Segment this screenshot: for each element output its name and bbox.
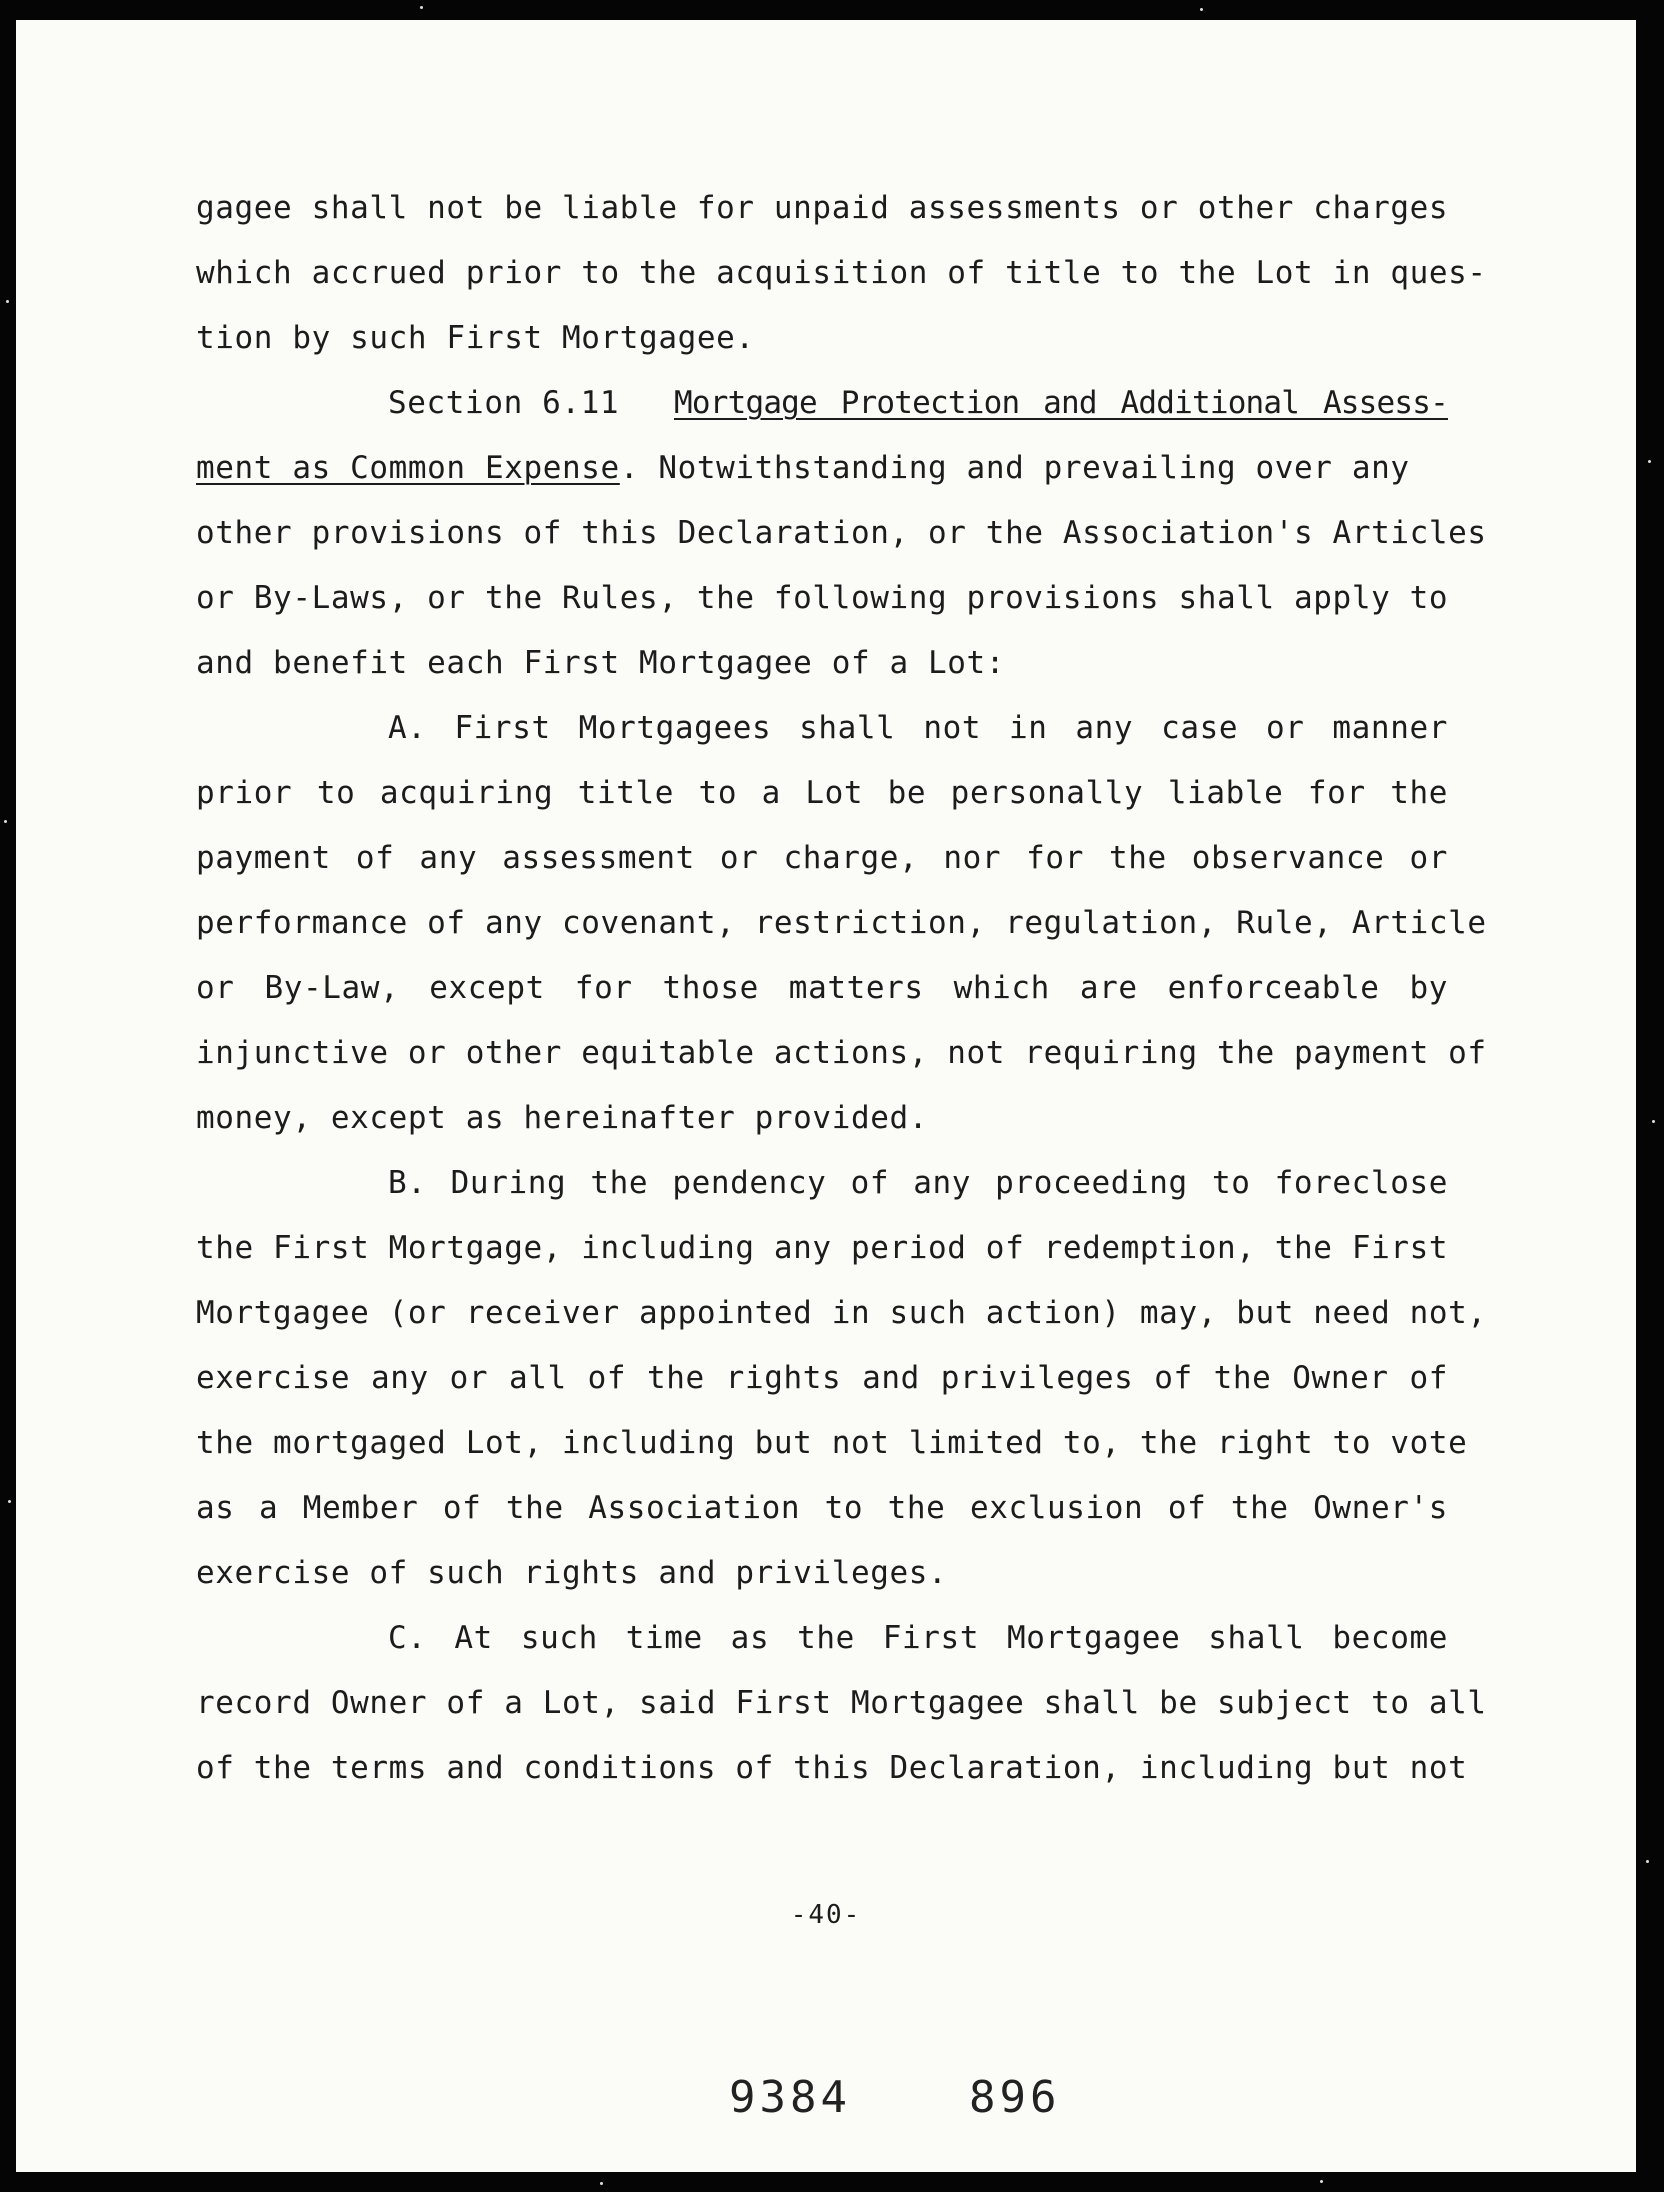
paragraph-b-line: the First Mortgage, including any period of redemption, the First bbox=[196, 1230, 1449, 1266]
paragraph-a-line: or By-Law, except for those matters which are enforceable by bbox=[196, 970, 1448, 1006]
document-page bbox=[16, 20, 1636, 2172]
document-number-right: 896 bbox=[969, 2072, 1061, 2123]
section-title-continued bbox=[196, 448, 1410, 488]
text-line: other provisions of this Declaration, or the Association's Articles bbox=[196, 515, 1487, 551]
scan-speck bbox=[1648, 460, 1651, 463]
paragraph-c-line: C. At such time as the First Mortgagee shall become bbox=[388, 1620, 1448, 1656]
scan-speck bbox=[4, 820, 7, 823]
paragraph-b-line: the mortgaged Lot, including but not limited to, the right to vote bbox=[196, 1425, 1468, 1461]
section-title-line2: ment as Common Expense bbox=[196, 450, 620, 486]
paragraph-a-line: injunctive or other equitable actions, not requiring the payment of bbox=[196, 1035, 1487, 1071]
text-line: gagee shall not be liable for unpaid assessments or other charges bbox=[196, 190, 1449, 226]
paragraph-b-line: B. During the pendency of any proceeding to foreclose bbox=[388, 1165, 1448, 1201]
paragraph-b-line: exercise of such rights and privileges. bbox=[196, 1555, 948, 1591]
section-number: Section 6.11 bbox=[388, 385, 620, 421]
scan-speck bbox=[600, 2182, 603, 2185]
paragraph-b-line: exercise any or all of the rights and privileges of the Owner of bbox=[196, 1360, 1448, 1396]
section-intro-text: . Notwithstanding and prevailing over any bbox=[619, 450, 1410, 486]
scan-speck bbox=[1200, 8, 1203, 11]
scan-speck bbox=[420, 6, 423, 9]
paragraph-a-line: money, except as hereinafter provided. bbox=[196, 1100, 929, 1136]
paragraph-a-line: payment of any assessment or charge, nor for the observance or bbox=[196, 840, 1448, 876]
paragraph-c-line: of the terms and conditions of this Declaration, including but not bbox=[196, 1750, 1468, 1786]
text-line: and benefit each First Mortgagee of a Lot: bbox=[196, 645, 1006, 681]
paragraph-a-line: prior to acquiring title to a Lot be personally liable for the bbox=[196, 775, 1448, 811]
scan-speck bbox=[6, 300, 9, 303]
scan-speck bbox=[1320, 2180, 1323, 2183]
paragraph-a-line: A. First Mortgagees shall not in any case or manner bbox=[388, 710, 1448, 746]
scan-speck bbox=[1646, 1860, 1649, 1863]
text-line: or By-Laws, or the Rules, the following provisions shall apply to bbox=[196, 580, 1449, 616]
scan-speck bbox=[8, 1500, 11, 1503]
paragraph-a-line: performance of any covenant, restriction, regulation, Rule, Article bbox=[196, 905, 1487, 941]
section-title: Mortgage Protection and Additional Assess- bbox=[674, 385, 1448, 421]
page-number: -40- bbox=[790, 1900, 862, 1930]
paragraph-c-line: record Owner of a Lot, said First Mortgagee shall be subject to all bbox=[196, 1685, 1487, 1721]
paragraph-b-line: as a Member of the Association to the exclusion of the Owner's bbox=[196, 1490, 1448, 1526]
scan-speck bbox=[1652, 1120, 1655, 1123]
paragraph-b-line: Mortgagee (or receiver appointed in such action) may, but need not, bbox=[196, 1295, 1487, 1331]
document-number-left: 9384 bbox=[729, 2072, 851, 2123]
text-line: which accrued prior to the acquisition of title to the Lot in ques- bbox=[196, 255, 1487, 291]
text-line: tion by such First Mortgagee. bbox=[196, 320, 755, 356]
